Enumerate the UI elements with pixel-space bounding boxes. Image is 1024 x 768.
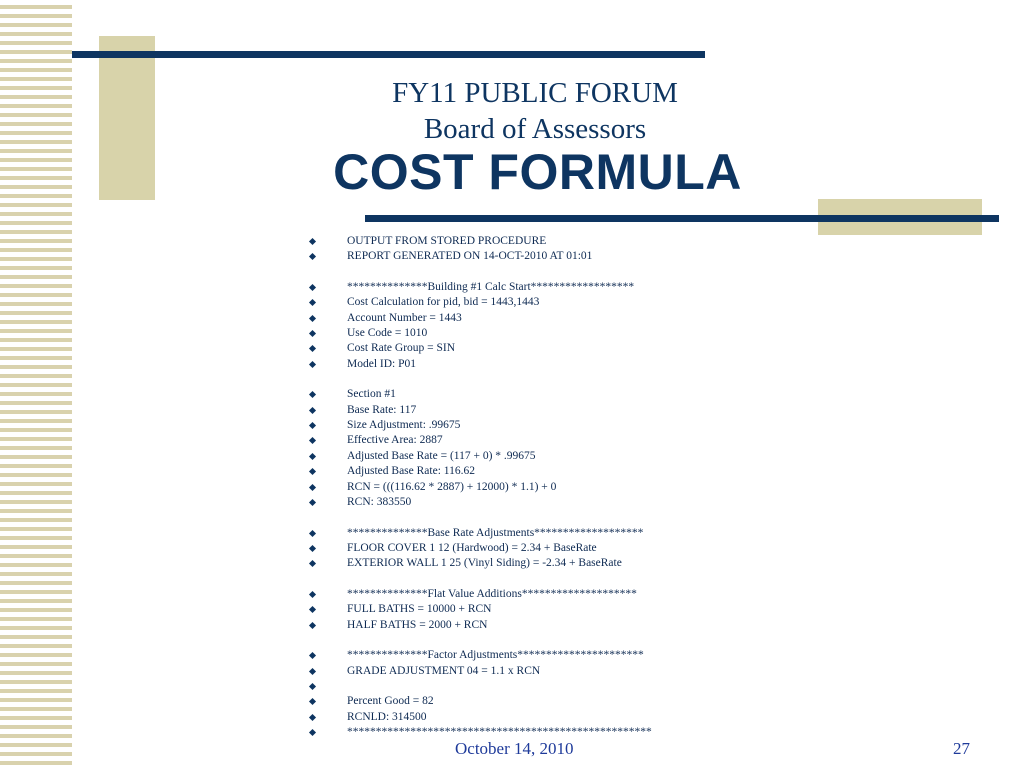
report-line [308, 311, 928, 326]
diamond-bullet-icon [309, 361, 316, 368]
diamond-bullet-icon [309, 499, 316, 506]
report-line-text: **************Factor Adjustments********************** [347, 649, 644, 662]
diamond-bullet-icon [309, 345, 316, 352]
report-spacer [308, 572, 928, 587]
diamond-bullet-icon [309, 652, 316, 659]
report-line [308, 602, 928, 617]
report-spacer [308, 372, 928, 387]
report-line-text: **************Base Rate Adjustments******************* [347, 526, 644, 539]
diamond-bullet-icon [309, 698, 316, 705]
report-line [308, 664, 928, 679]
report-line-text: Cost Rate Group = SIN [347, 342, 456, 355]
left-striped-border [0, 0, 72, 768]
diamond-bullet-icon [309, 315, 316, 322]
report-line [308, 418, 928, 433]
diamond-bullet-icon [309, 622, 316, 629]
report-line-text: Account Number = 1443 [347, 311, 462, 324]
diamond-bullet-icon [309, 606, 316, 613]
report-line [308, 357, 928, 372]
footer-date: October 14, 2010 [455, 739, 574, 758]
report-line-text: Adjusted Base Rate: 116.62 [347, 465, 475, 478]
report-line [308, 449, 928, 464]
diamond-bullet-icon [309, 668, 316, 675]
report-spacer [308, 265, 928, 280]
report-line [308, 541, 928, 556]
report-line [308, 387, 928, 402]
report-line [308, 526, 928, 541]
report-line-text: Use Code = 1010 [347, 327, 428, 340]
board-subtitle: Board of Assessors [423, 113, 647, 145]
decorative-tan-block-top [99, 36, 155, 200]
report-line-text: RCN = (((116.62 * 2887) + 12000) * 1.1) + 0 [347, 480, 557, 493]
report-line-text: Cost Calculation for pid, bid = 1443,1443 [347, 296, 540, 309]
report-line [308, 280, 928, 295]
slide-number: 27 [953, 739, 970, 758]
report-line-text: HALF BATHS = 2000 + RCN [347, 618, 488, 631]
report-line-text: FULL BATHS = 10000 + RCN [347, 603, 492, 616]
report-line [308, 618, 928, 633]
report-line [308, 556, 928, 571]
report-line [308, 234, 928, 249]
diamond-bullet-icon [309, 591, 316, 598]
report-line [308, 495, 928, 510]
diamond-bullet-icon [309, 714, 316, 721]
diamond-bullet-icon [309, 284, 316, 291]
top-navy-rule [72, 51, 705, 58]
report-line [308, 295, 928, 310]
report-line-text: Size Adjustment: .99675 [347, 419, 461, 432]
report-line [308, 679, 928, 694]
report-line [308, 587, 928, 602]
diamond-bullet-icon [309, 391, 316, 398]
diamond-bullet-icon [309, 437, 316, 444]
forum-title: FY11 PUBLIC FORUM [392, 77, 678, 109]
diamond-bullet-icon [309, 483, 316, 490]
diamond-bullet-icon [309, 407, 316, 414]
diamond-bullet-icon [309, 560, 316, 567]
report-line-text: GRADE ADJUSTMENT 04 = 1.1 x RCN [347, 664, 541, 677]
diamond-bullet-icon [309, 683, 316, 690]
report-spacer [308, 633, 928, 648]
report-line-text: EXTERIOR WALL 1 25 (Vinyl Siding) = -2.34 + BaseRate [347, 557, 622, 570]
report-line [308, 725, 928, 740]
diamond-bullet-icon [309, 238, 316, 245]
report-line-text: **************Flat Value Additions******************** [347, 587, 637, 600]
diamond-bullet-icon [309, 453, 316, 460]
report-line-text: **************Building #1 Calc Start****************** [347, 281, 635, 294]
middle-navy-rule [365, 215, 999, 222]
report-line [308, 341, 928, 356]
report-line [308, 249, 928, 264]
diamond-bullet-icon [309, 299, 316, 306]
report-line [308, 648, 928, 663]
report-spacer [308, 510, 928, 525]
report-line-text: Adjusted Base Rate = (117 + 0) * .99675 [347, 449, 536, 462]
report-line [308, 433, 928, 448]
report-line-text: Section #1 [347, 388, 396, 401]
report-line-text: OUTPUT FROM STORED PROCEDURE [347, 235, 547, 247]
report-output-list [308, 234, 928, 740]
report-line [308, 464, 928, 479]
report-line-text: RCN: 383550 [347, 495, 412, 508]
diamond-bullet-icon [309, 545, 316, 552]
diamond-bullet-icon [309, 422, 316, 429]
report-line [308, 480, 928, 495]
report-line-text: Percent Good = 82 [347, 695, 434, 708]
report-line-text: RCNLD: 314500 [347, 710, 427, 723]
report-line-text: Model ID: P01 [347, 357, 416, 370]
diamond-bullet-icon [309, 529, 316, 536]
report-line-text: Base Rate: 117 [347, 403, 417, 416]
report-line-text: FLOOR COVER 1 12 (Hardwood) = 2.34 + BaseRate [347, 541, 597, 554]
diamond-bullet-icon [309, 468, 316, 475]
slide-title: COST FORMULA [333, 144, 742, 200]
report-line [308, 694, 928, 709]
report-line [308, 326, 928, 341]
report-line [308, 403, 928, 418]
report-line [308, 710, 928, 725]
report-line-text: REPORT GENERATED ON 14-OCT-2010 AT 01:01 [347, 250, 593, 263]
report-line-text: ***************************************************** [347, 726, 652, 738]
diamond-bullet-icon [309, 330, 316, 337]
report-line-text: Effective Area: 2887 [347, 434, 443, 447]
diamond-bullet-icon [309, 729, 316, 736]
diamond-bullet-icon [309, 253, 316, 260]
